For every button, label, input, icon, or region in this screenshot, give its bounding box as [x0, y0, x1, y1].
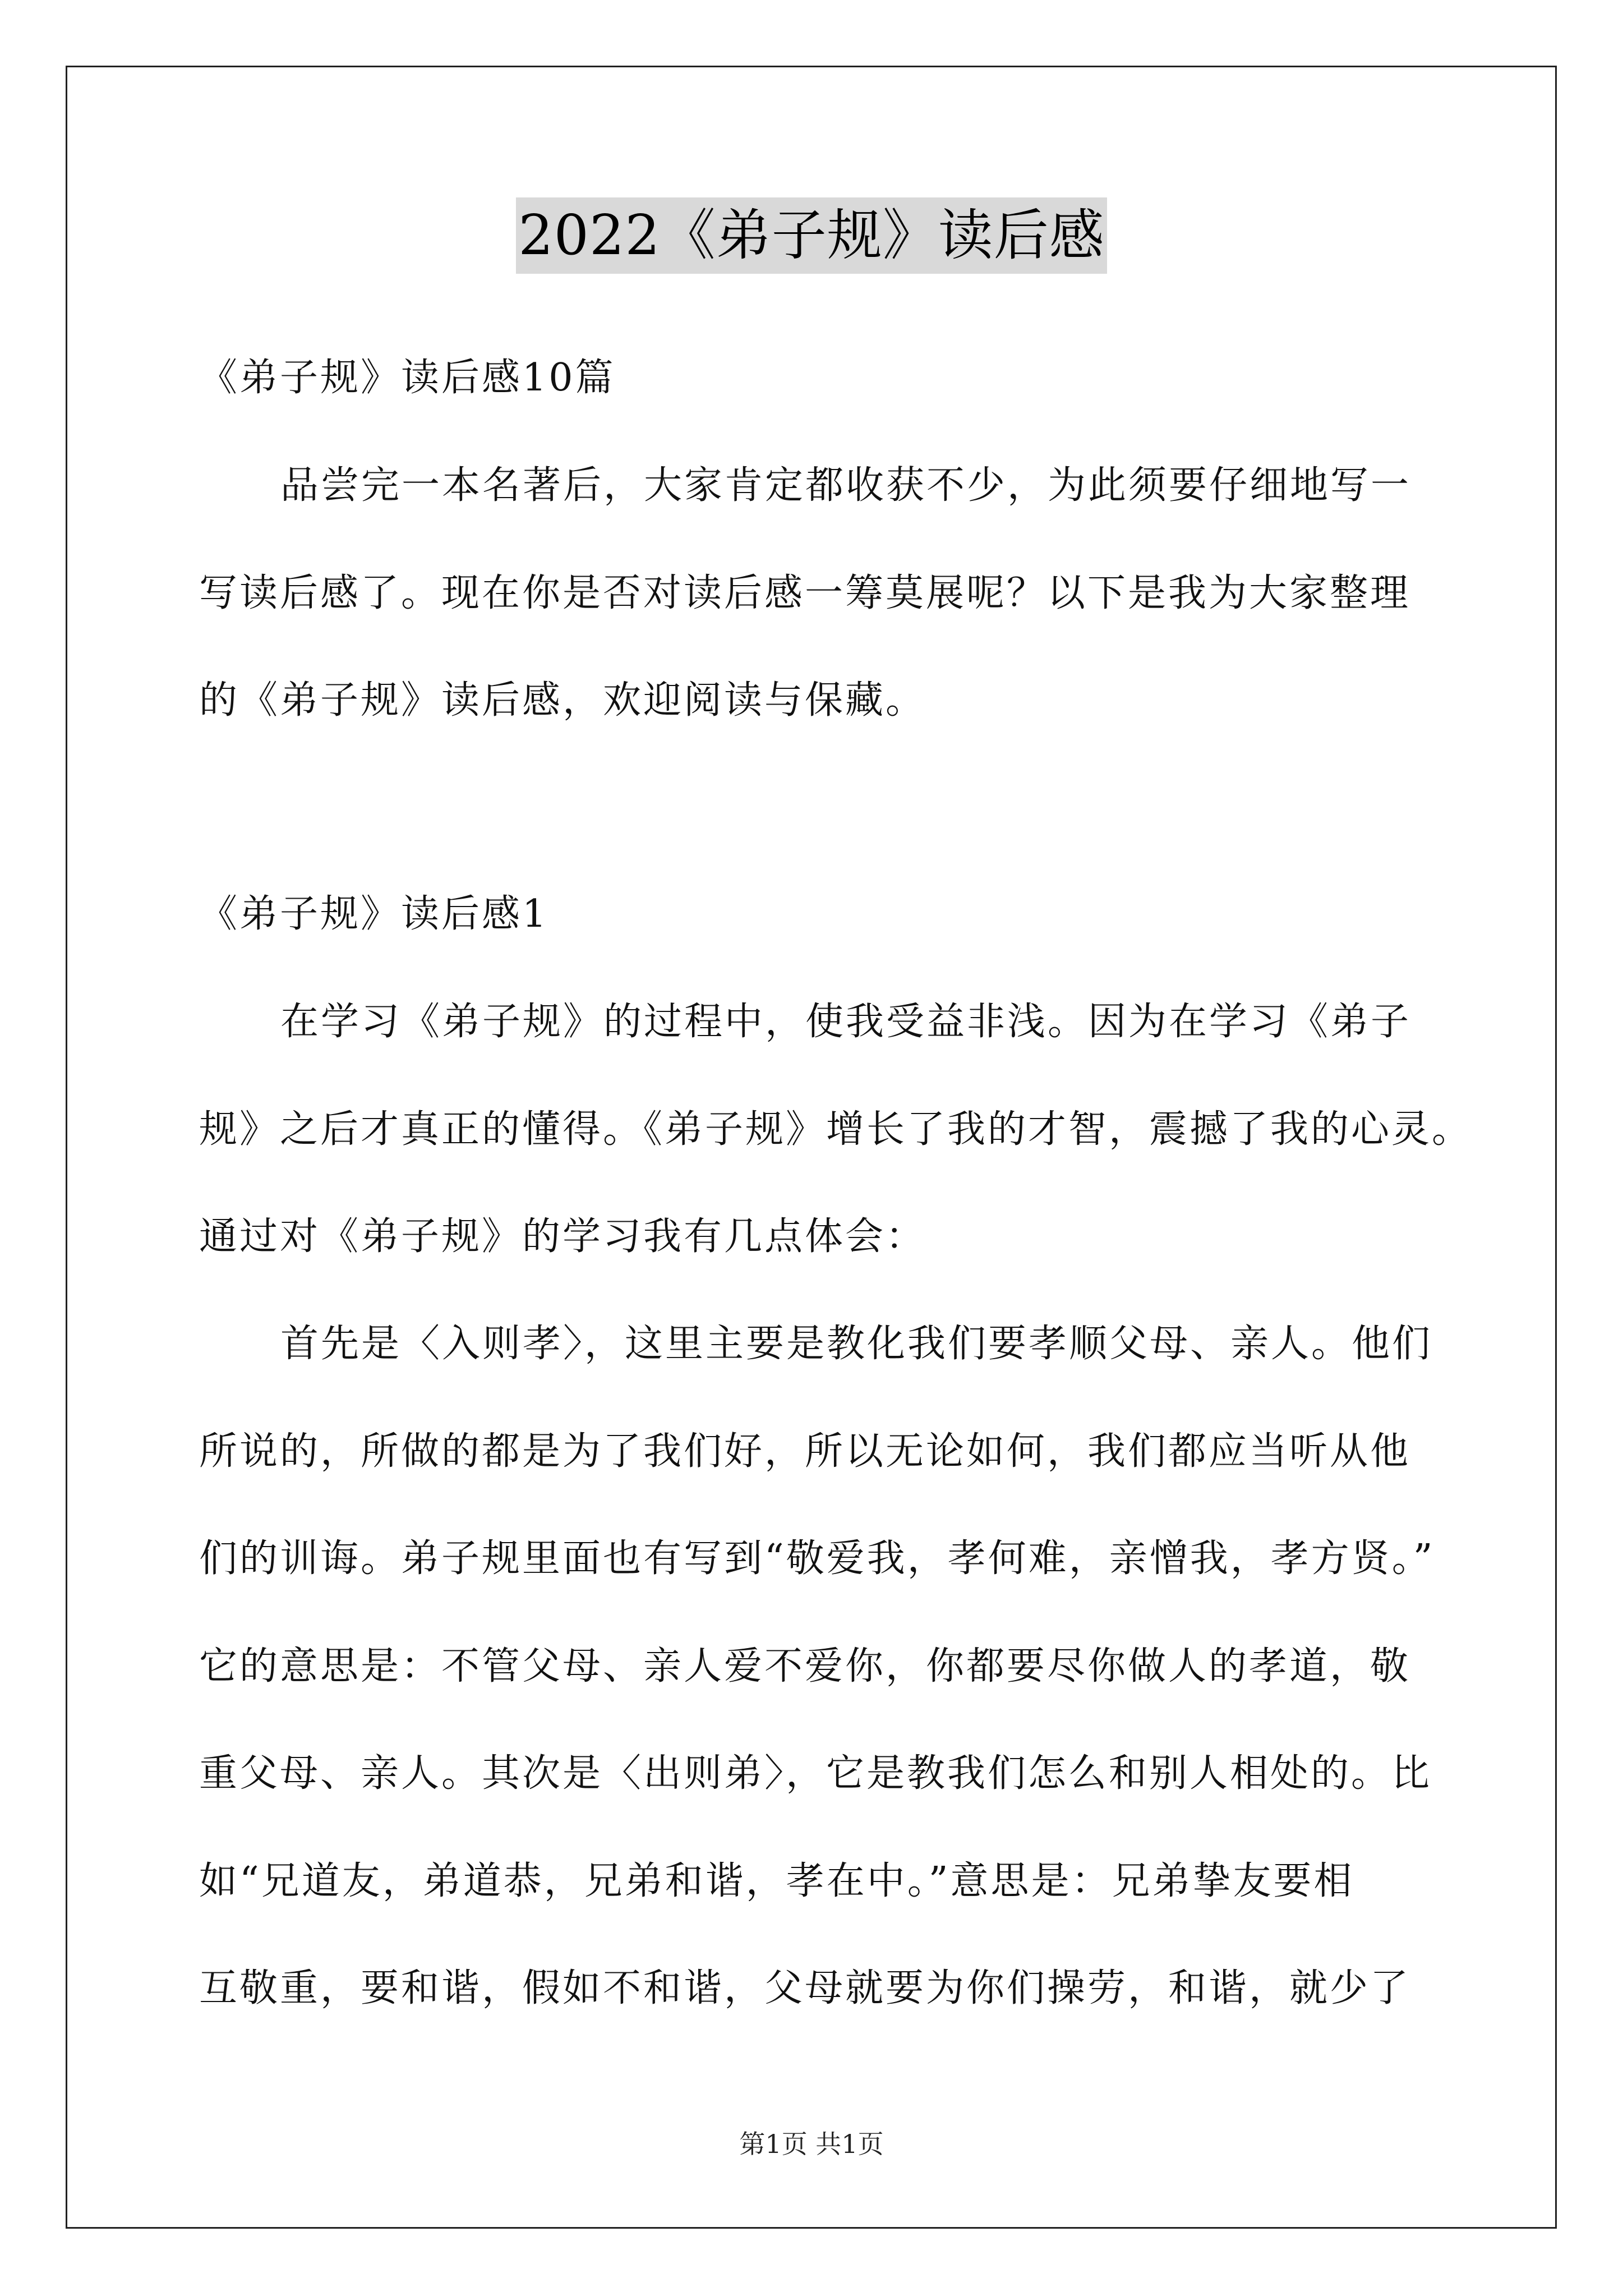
paragraph-line: 互敬重，要和谐，假如不和谐，父母就要为你们操劳，和谐，就少了 — [199, 1966, 1411, 2010]
paragraph-line: 在学习《弟子规》的过程中，使我受益非浅。因为在学习《弟子 — [280, 1000, 1412, 1044]
paragraph-line: 写读后感了。现在你是否对读后感一筹莫展呢？以下是我为大家整理 — [199, 571, 1411, 615]
paragraph-line: 它的意思是：不管父母、亲人爱不爱你，你都要尽你做人的孝道，敬 — [199, 1644, 1411, 1688]
document-title: 2022《弟子规》读后感 — [516, 197, 1106, 274]
paragraph-line: 品尝完一本名著后，大家肯定都收获不少，为此须要仔细地写一 — [280, 463, 1412, 508]
title-container — [0, 197, 1623, 274]
paragraph-line: 所说的，所做的都是为了我们好，所以无论如何，我们都应当听从他 — [199, 1429, 1411, 1474]
paragraph-line: 如“兄道友，弟道恭，兄弟和谐，孝在中。”意思是：兄弟挚友要相 — [199, 1859, 1354, 1903]
paragraph-line: 的《弟子规》读后感，欢迎阅读与保藏。 — [199, 678, 926, 723]
section-heading: 《弟子规》读后感1 — [199, 892, 549, 936]
paragraph-line: 重父母、亲人。其次是〈出则弟〉，它是教我们怎么和别人相处的。比 — [199, 1751, 1432, 1796]
page-footer: 第1页 共1页 — [739, 2129, 884, 2159]
paragraph-line: 首先是〈入则孝〉，这里主要是教化我们要孝顺父母、亲人。他们 — [280, 1322, 1433, 1366]
paragraph-line: 通过对《弟子规》的学习我有几点体会： — [199, 1214, 926, 1259]
article-subtitle: 《弟子规》读后感10篇 — [199, 356, 616, 400]
paragraph-line: 规》之后才真正的懂得。《弟子规》增长了我的才智，震撼了我的心灵。 — [199, 1107, 1473, 1152]
paragraph-line: 们的训诲。弟子规里面也有写到“敬爱我，孝何难，亲憎我，孝方贤。” — [199, 1536, 1435, 1581]
